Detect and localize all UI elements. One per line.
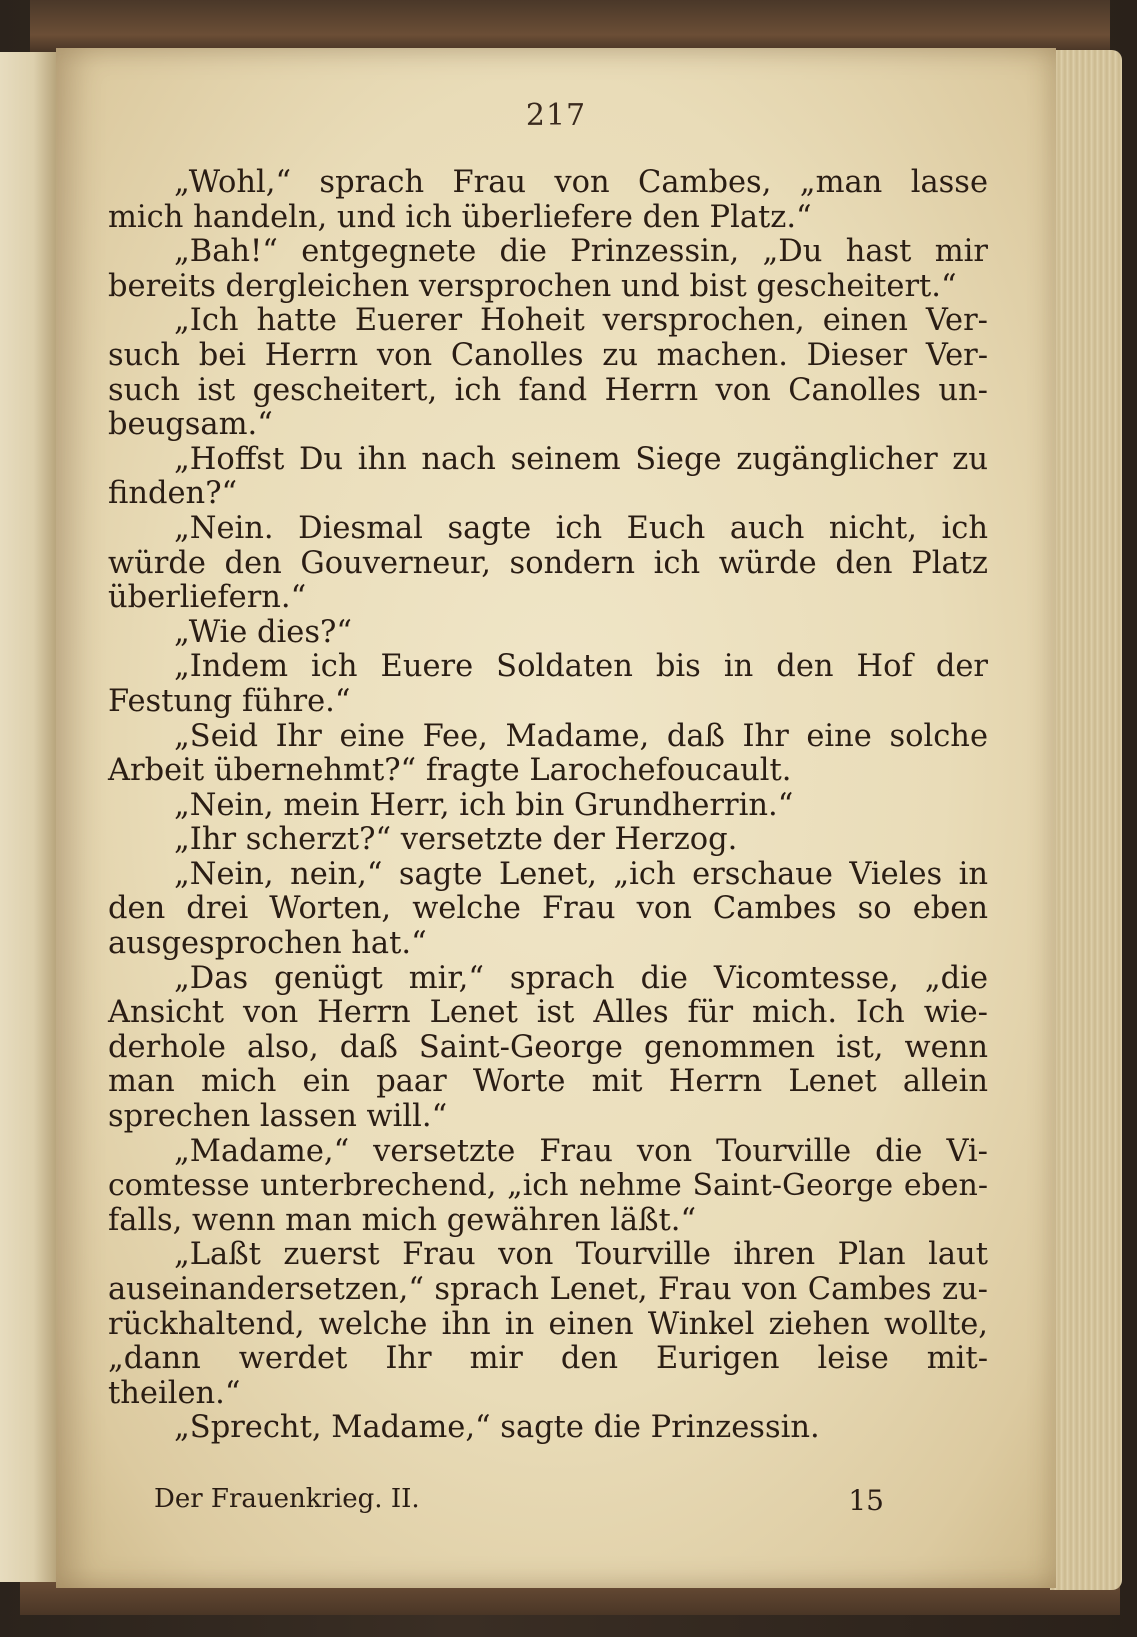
text-line: bereits dergleichen versprochen und bist gescheitert.“ [108,268,957,304]
page-stack-edge [1050,50,1122,1590]
text-line: finden?“ [108,476,238,512]
text-line: such ist gescheitert, ich fand Herrn von Canolles un- [108,372,988,408]
text-line: „Ich hatte Euerer Hoheit versprochen, einen Ver- [174,303,988,339]
text-line: würde den Gouverneur, sondern ich würde den Platz [108,545,988,581]
text-line: „Madame,“ versetzte Frau von Tourville die Vi- [174,1133,988,1169]
text-line: „Hoffst Du ihn nach seinem Siege zugänglicher zu [174,441,988,477]
text-line: „Nein, mein Herr, ich bin Grundherrin.“ [174,787,794,823]
text-line: „Sprecht, Madame,“ sagte die Prinzessin. [174,1410,820,1446]
text-line: „Bah!“ entgegnete die Prinzessin, „Du hast mir [174,234,988,270]
text-line: falls, wenn man mich gewähren läßt.“ [108,1202,697,1238]
page-text [108,166,988,1446]
text-line: such bei Herrn von Canolles zu machen. Dieser Ver- [108,337,988,373]
text-line: „Ihr scherzt?“ versetzte der Herzog. [174,822,738,858]
text-line: Arbeit übernehmt?“ fragte Larochefoucault. [108,753,792,789]
text-line: überliefern.“ [108,580,307,616]
text-line: theilen.“ [108,1375,241,1411]
text-line: „Wohl,“ sprach Frau von Cambes, „man lasse [174,165,988,200]
text-line: „dann werdet Ihr mir den Eurigen leise mit- [108,1341,988,1377]
text-line: „Nein, nein,“ sagte Lenet, „ich erschaue Vieles in [174,856,988,892]
text-line: „Das genügt mir,“ sprach die Vicomtesse, „die [174,960,988,996]
text-line: „Laßt zuerst Frau von Tourville ihren Plan laut [174,1237,988,1273]
text-line: derhole also, daß Saint-George genommen ist, wenn [108,1029,988,1065]
text-line: „Indem ich Euere Soldaten bis in den Hof der [174,649,988,685]
text-line: „Wie dies?“ [174,614,352,650]
text-line: Ansicht von Herrn Lenet ist Alles für mich. Ich wie- [108,995,988,1031]
text-line: mich handeln, und ich überliefere den Platz.“ [108,199,812,235]
text-line: man mich ein paar Worte mit Herrn Lenet allein [108,1064,988,1100]
left-page-edge [0,52,56,1582]
text-line: comtesse unterbrechend, „ich nehme Saint-George eben- [108,1168,988,1204]
page-footer [154,1484,884,1520]
text-line: den drei Worten, welche Frau von Cambes so eben [108,891,988,927]
text-line: „Seid Ihr eine Fee, Madame, daß Ihr eine solche [174,718,988,754]
text-line: Festung führe.“ [108,683,351,719]
text-line: beugsam.“ [108,407,273,443]
book-page [56,48,1056,1588]
text-line: ausgesprochen hat.“ [108,926,427,962]
footer-signature-mark: 15 [848,1484,884,1517]
page-number: 217 [525,98,587,133]
text-line: „Nein. Diesmal sagte ich Euch auch nicht, ich [174,510,988,546]
text-line: sprechen lassen will.“ [108,1099,448,1135]
text-line: auseinandersetzen,“ sprach Lenet, Frau von Cambes zu- [108,1272,988,1307]
text-line: rückhaltend, welche ihn in einen Winkel ziehen wollte, [108,1306,988,1342]
footer-book-title: Der Frauenkrieg. II. [154,1484,420,1514]
